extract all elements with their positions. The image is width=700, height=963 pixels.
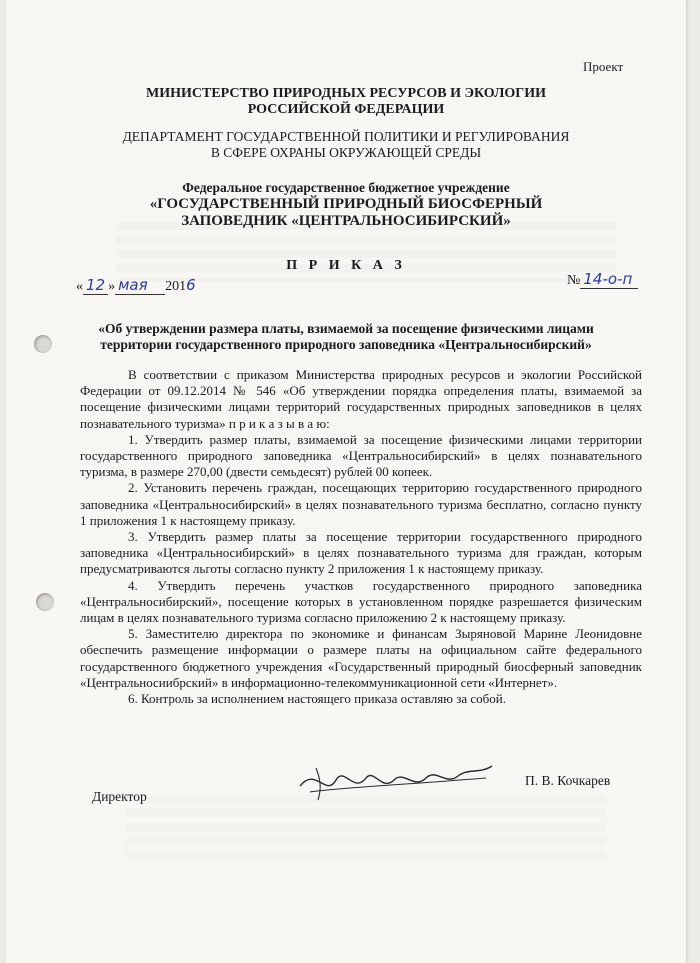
clause-5: 5. Заместителю директора по экономике и финансам Зыряновой Марине Леонидовне обеспечить размещение информации о размере платы на официальном сайте федерального государственного бюджетного учреждения «Государственный природный биосферный заповедник «Центральносиибрский» в информационно-телекоммуникационной сети «Интернет». (80, 626, 642, 690)
clause-6: 6. Контроль за исполнением настоящего приказа оставляю за собой. (128, 691, 506, 707)
order-title: П Р И К А З (286, 258, 406, 273)
project-label: Проект (583, 59, 624, 74)
department-name: ДЕПАРТАМЕНТ ГОСУДАРСТВЕННОЙ ПОЛИТИКИ И РЕГУЛИРОВАНИЯ В СФЕРЕ ОХРАНЫ ОКРУЖАЮЩЕЙ СРЕДЫ (122, 129, 570, 160)
institution-type: Федеральное государственное бюджетное учреждение (182, 180, 510, 195)
order-subject: «Об утверждении размера платы, взимаемой за посещение физическими лицами территории государственного природного заповедника «Центральносибирский» (98, 321, 594, 352)
order-body (80, 367, 642, 707)
handwritten-signature (296, 758, 496, 804)
clause-3: 3. Утвердить размер платы за посещение территории государственного природного заповедника «Центральносибирский» в целях познавательного туризма для граждан, которым предусматриваются льготы согласно пункту 2 приложения 1 к настоящему приказу. (80, 529, 642, 577)
date-month: мая (115, 276, 165, 295)
clause-2: 2. Установить перечень граждан, посещающих территорию государственного природного заповедника «Центральносибирский» в целях познавательного туризма бесплатно, согласно пункту 1 приложения 1 к настоящему приказу. (80, 480, 642, 528)
clause-1: 1. Утвердить размер платы, взимаемой за посещение физическими лицами территории государственного природного заповедника «Центральносибирский» в целях познавательного туризма, в размере 270,00 (двести семьдесят) рублей 00 копеек. (80, 431, 642, 480)
preamble-paragraph: В соответствии с приказом Министерства природных ресурсов и экологии Российской Федерации от 09.12.2014 № 546 «Об утверждении порядка определения платы, взимаемой за посещение физическими лицами территорий государственных природных заповедников в целях познавательного туризма» п р и к а з ы в а ю: (80, 367, 642, 431)
order-number-value: 14-о-п (580, 270, 638, 289)
signer-position: Директор (92, 789, 147, 804)
order-number: № 14-о-п (567, 270, 638, 289)
reverse-side-bleed-bottom (126, 795, 606, 865)
institution-name: «ГОСУДАРСТВЕННЫЙ ПРИРОДНЫЙ БИОСФЕРНЫЙ ЗАПОВЕДНИК «ЦЕНТРАЛЬНОСИБИРСКИЙ» (149, 196, 543, 229)
punch-hole-bottom (36, 593, 54, 611)
signer-name: П. В. Кочкарев (525, 773, 611, 788)
ministry-name: МИНИСТЕРСТВО ПРИРОДНЫХ РЕСУРСОВ И ЭКОЛОГИИ РОССИЙСКОЙ ФЕДЕРАЦИИ (146, 86, 546, 117)
clause-4: 4. Утвердить перечень участков государственного природного заповедника «Центральносибирский», посещение которых в установленном порядке разрешается физическим лицам в целях познавательного туризма согласно приложению 2 к настоящему приказу. (80, 577, 642, 626)
date-day: 12 (83, 276, 108, 295)
document-page (6, 0, 686, 963)
order-date: « 12 » мая 2016 (76, 276, 196, 294)
reverse-side-bleed (306, 62, 309, 76)
